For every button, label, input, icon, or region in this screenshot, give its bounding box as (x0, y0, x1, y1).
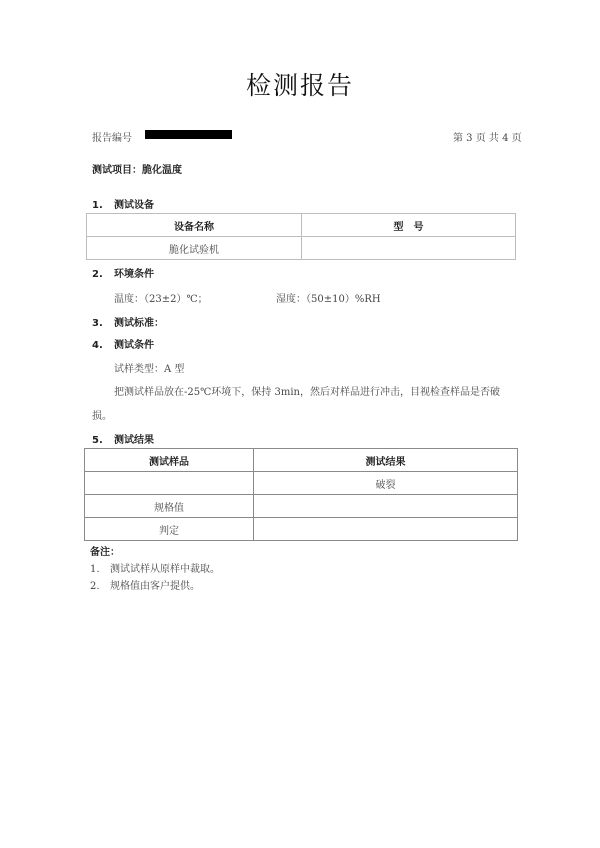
table-header-row (85, 449, 518, 472)
model-header: 型 号 (302, 214, 516, 237)
note-text: 规格值由客户提供。 (110, 581, 200, 592)
page-info: 第 3 页 共 4 页 (453, 133, 522, 144)
model-cell (302, 237, 516, 260)
section-2-number: 2. (92, 269, 103, 280)
section-1-title: 测试设备 (114, 200, 154, 211)
section-2-title: 环境条件 (114, 269, 154, 280)
table-header-row (87, 214, 516, 237)
test-item: 测试项目：脆化温度 (92, 165, 182, 176)
note-item (90, 560, 220, 575)
section-4-title: 测试条件 (114, 340, 154, 351)
procedure-line-2: 损。 (92, 411, 112, 422)
spec-label-cell: 规格值 (85, 495, 254, 518)
table-row (85, 472, 518, 495)
procedure-line-1: 把测试样品放在-25℃环境下，保持 3min，然后对样品进行冲击，目视检查样品是否破 (114, 387, 500, 398)
sample-type: 试样类型：A 型 (114, 364, 185, 375)
section-3-title: 测试标准： (114, 318, 164, 329)
results-table (84, 448, 518, 541)
section-3-number: 3. (92, 318, 103, 329)
section-5-title: 测试结果 (114, 435, 154, 446)
section-5-heading (92, 431, 154, 446)
section-5-number: 5. (92, 435, 103, 446)
test-sample-header: 测试样品 (85, 449, 254, 472)
sample-cell (85, 472, 254, 495)
table-row (87, 237, 516, 260)
section-1-heading (92, 196, 154, 211)
note-text: 测试试样从原样中裁取。 (110, 564, 220, 575)
report-number-label: 报告编号 (92, 133, 132, 144)
section-3-heading (92, 314, 164, 329)
section-1-number: 1. (92, 200, 103, 211)
section-4-heading (92, 336, 154, 351)
result-cell: 破裂 (254, 472, 518, 495)
note-number: 2. (90, 581, 100, 592)
equipment-name-cell: 脆化试验机 (87, 237, 302, 260)
humidity-condition: 湿度：（50±10）%RH (276, 294, 381, 305)
test-result-header: 测试结果 (254, 449, 518, 472)
note-item (90, 577, 200, 592)
equipment-name-header: 设备名称 (87, 214, 302, 237)
temperature-condition: 温度：（23±2）℃； (114, 294, 208, 305)
document-title: 检测报告 (245, 71, 354, 100)
table-row (85, 495, 518, 518)
judgement-label-cell: 判定 (85, 518, 254, 541)
section-4-number: 4. (92, 340, 103, 351)
judgement-value-cell (254, 518, 518, 541)
table-row (85, 518, 518, 541)
redacted-report-number (145, 130, 232, 139)
notes-label: 备注： (90, 547, 120, 558)
section-2-heading (92, 265, 154, 280)
note-number: 1. (90, 564, 100, 575)
equipment-table (86, 213, 516, 260)
spec-value-cell (254, 495, 518, 518)
